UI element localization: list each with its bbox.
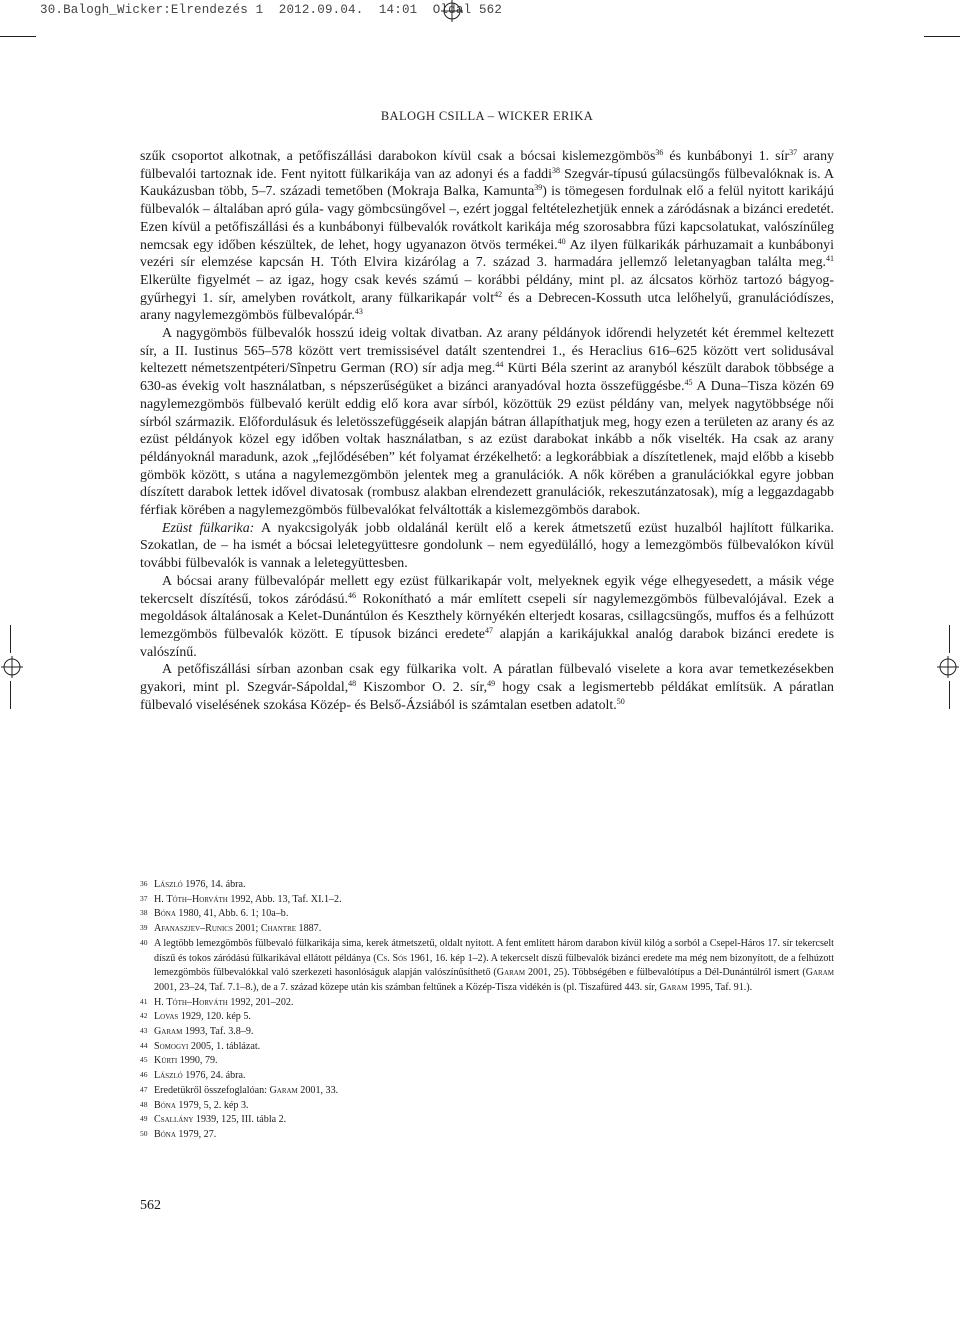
footnote-author: Garam	[269, 1084, 298, 1096]
print-slug: 30.Balogh_Wicker:Elrendezés 1 2012.09.04. 14:01 Oldal 562	[40, 3, 503, 17]
footnote-author: Garam	[659, 981, 688, 993]
footnote-ref: 40	[557, 236, 566, 246]
footnote-text: 1993, Taf. 3.8–9.	[182, 1026, 254, 1038]
footnote	[140, 937, 834, 996]
footnotes	[140, 878, 834, 1143]
footnote-author: Csallány	[154, 1114, 194, 1126]
footnote-author: László	[154, 1070, 183, 1082]
paragraph-2	[140, 325, 834, 520]
text-run: Szegvár-típusú gúlacsüngős fülbevalóknak is. A Kaukázusban több, 5–7. századi temetőben (Mokraja Balka, Kamunta	[140, 166, 835, 200]
footnote-text: 1976, 14. ábra.	[182, 879, 246, 890]
text-run: A bócsai arany fülbevalópár mellett egy ezüst fülkarikapár volt, melyeknek egyik vége elhegyesedett, a másik vége tekercselt díszítésű, tokos záródású.	[140, 573, 834, 607]
footnote-text: Eredetükről összefoglalóan:	[154, 1084, 270, 1096]
footnote-author: Afanaszjev–Runics	[154, 923, 233, 935]
footnote-author: Garam	[805, 967, 834, 979]
running-head: BALOGH CSILLA – WICKER ERIKA	[380, 109, 594, 123]
right-registration-mark-icon	[937, 656, 959, 678]
footnote-author: Tóth–Horváth	[166, 996, 228, 1008]
footnote-text: 1939, 125, III. tábla 2.	[193, 1114, 287, 1126]
footnote-number: 50	[140, 1128, 148, 1138]
footnote-text: 1979, 5, 2. kép 3.	[175, 1099, 249, 1111]
text-run: és kunbábonyi 1. sír	[663, 149, 790, 164]
crop-mark	[949, 625, 950, 653]
footnote-author: Lovas	[154, 1011, 179, 1023]
footnote-ref: 44	[495, 360, 504, 370]
footnote-author: Garam	[154, 1026, 183, 1038]
footnote-number: 39	[140, 923, 148, 933]
footnote-ref: 50	[616, 696, 625, 706]
left-registration-mark-icon	[1, 656, 23, 678]
footnote	[140, 1010, 834, 1025]
crop-mark	[10, 681, 11, 709]
footnote-text: 2001, 33.	[297, 1084, 339, 1096]
footnote-text: H.	[154, 996, 167, 1008]
footnote-number: 47	[140, 1084, 148, 1094]
section-lead: Ezüst fülkarika:	[162, 520, 255, 536]
footnote-number: 42	[140, 1011, 148, 1021]
footnote	[140, 922, 834, 937]
footnote	[140, 907, 834, 922]
footnote	[140, 1025, 834, 1040]
footnote-text: 1980, 41, Abb. 6. 1; 10a–b.	[175, 908, 289, 920]
text-run: A nyakcsigolyák jobb oldalánál került elő a kerek átmetszetű ezüst huzalból hajlított fülkarika. Szokatlan, de – ha ismét a bócsai leletegyüttesre gondolunk – nem egyedülálló, hogy a lemezgömbös fülbevalókon kívül további fülbevalók is vannak a leletegyüttesben.	[140, 520, 834, 572]
footnote-number: 45	[140, 1055, 148, 1065]
footnote-number: 41	[140, 996, 148, 1006]
paragraph-5	[140, 661, 834, 714]
body-text	[140, 148, 834, 715]
text-run: A Duna–Tisza közén 69 nagylemezgömbös fülbevaló került eddig elő kora avar sírból, közöttük 29 ezüst példány van, melyek nagytöbbsége női sírból származik. Előfordulásuk és leletösszefüggéseik alapján bátran állapíthatjuk meg, hogy ezen a területen az arany és az ezüst példányok közel egy időben voltak használatban, s az ezüst darabokat inkább a nők viselték. Ha csak az arany példányoknál maradunk, azok „fejlődésében” két folyamat érzékelhető: a legkorábbiak a díszítetlenek, majd előbb a kisebb gömbök között, s utána a nagylemezgömbön jelentek meg a granulációk. A nők körében a granulációkkal egyre jobban díszített darabok lettek idővel divatosak (rombusz alakban elrendezett granulációk, rekeszutánzatosak), míg a leggazdagabb férfiak körében a nagylemezgömbös fülbevalókat felváltották a kislemezgömbös darabok.	[140, 379, 834, 519]
footnote-text: 1992, Abb. 13, Taf. XI.1–2.	[227, 893, 342, 905]
text-run: Az ilyen fülkarikák párhuzamait a kunbábonyi vezéri sír elemzése kapcsán H. Tóth Elvira kizárólag a 7. század 3. harmadára jellemző leletanyagban találta meg.	[140, 237, 834, 271]
footnote-author: Somogyi	[154, 1040, 189, 1052]
crop-mark	[0, 36, 36, 37]
footnote-ref: 42	[494, 289, 503, 299]
footnote-text: 1990, 79.	[177, 1055, 218, 1067]
footnote-number: 43	[140, 1026, 148, 1036]
footnote-number: 40	[140, 937, 148, 947]
footnote-author: László	[154, 879, 183, 890]
footnote-author: Garam	[496, 967, 526, 979]
footnote-author: Tóth–Horváth	[166, 893, 228, 905]
footnote-author: Bóna	[154, 1128, 176, 1140]
footnote-text: 1992, 201–202.	[227, 996, 294, 1008]
footnote-text: 1979, 27.	[175, 1128, 217, 1140]
text-run: Kürti Béla szerint az aranyból készült darabok többsége a 630-as évekig volt használatban, s népszerűségüket a bizánci aranyadóval hozta összefüggésbe.	[140, 361, 834, 395]
paragraph-3	[140, 520, 834, 573]
footnote-number: 48	[140, 1099, 148, 1109]
footnote-number: 37	[140, 893, 148, 903]
footnote-text: 2001, 23–24, Taf. 7.1–8.), de a 7. század közepe után kis számban feltűnek a Közép-Tisza vidékén is (pl. Tiszafüred 443. sír,	[154, 981, 660, 993]
footnote-author: Bóna	[154, 908, 176, 920]
paragraph-4	[140, 573, 834, 662]
footnote	[140, 1113, 834, 1128]
footnote-author: Bóna	[154, 1099, 176, 1111]
footnote-number: 49	[140, 1114, 148, 1124]
footnote	[140, 1040, 834, 1055]
text-run: hogy csak a legismertebb példákat említsük. A páratlan fülbevaló viselésének szokása Közép- és Belső-Ázsiából is számtalan esetben adatolt.	[140, 680, 834, 713]
footnote-text: A legtöbb lemezgömbös fülbevaló fülkarikája sima, kerek átmetszetű, oldalt nyitott. A fent említett három darabon kívül kilóg a sorból a Csepel-Háros 17. sír tekercselt díszű és tokos záródású fülkarikával ellátott példánya (	[154, 937, 834, 964]
text-run: alapján a karikájukkal analóg darabok bizánci eredete is valószínű.	[140, 626, 834, 660]
footnote-number: 46	[140, 1070, 148, 1080]
text-run: ) is tömegesen fordulnak elő a felül nyitott karikájú fülbevalók – általában apró gúla- vagy gömbcsüngővel –, ezért joggal feltételezhetjük ennek a záródásnak a bizánci eredetét. Ezen kívül a petőfiszállási és a kunbábonyi fülbevalók rovátkolt karikája még szorosabbra fűzi kapcsolatukat, valószínűleg nemcsak egy időben készültek, de lehet, hogy ugyanazon ötvös termékei.	[140, 184, 835, 253]
top-registration-mark-icon	[441, 0, 463, 22]
page-number: 562	[140, 1198, 161, 1213]
footnote-ref: 46	[347, 590, 356, 600]
footnote-text: 1995, Taf. 91.).	[687, 981, 753, 993]
footnote	[140, 878, 834, 893]
footnote-ref: 36	[655, 148, 664, 157]
footnote-text: H.	[154, 893, 167, 905]
footnote-number: 36	[140, 879, 148, 888]
text-run: A nagygömbös fülbevalók hosszú ideig voltak divatban. Az arany példányok időrendi helyzetét két éremmel keltezett sír, a II. Iustinus 565–578 között vert tremissisével datált szentendrei 1., és Heraclius 616–625 között vert solidusával keltezett németszentpéteri/Sînpetru German (RO) sír adja meg.	[140, 326, 834, 377]
footnote-text: 1961, 16. kép 1–2). A tekercselt díszű fülbevalók bizánci eredete ma még nem bizonyított, de a felhúzott lemezgömbös fülbevalókkal való szerkezeti hasonlóságuk alapján valószínűsíthető (	[154, 952, 834, 979]
footnote-number: 38	[140, 908, 148, 918]
footnote-ref: 47	[484, 625, 493, 635]
footnote	[140, 1069, 834, 1084]
text-run: Elkerülte figyelmét – az igaz, hogy csak kevés számú – korábbi példány, mint pl. az álcsatos körhöz tartozó bágyog-gyűrhegyi 1. sír, amelyben rovátkolt, arany fülkarikapár volt	[140, 272, 834, 306]
footnote	[140, 1128, 834, 1143]
footnote-text: 2005, 1. táblázat.	[188, 1040, 261, 1052]
footnote	[140, 893, 834, 908]
footnote-text: 1887.	[296, 923, 322, 935]
footnote-number: 44	[140, 1040, 148, 1050]
footnote-ref: 49	[487, 679, 496, 689]
footnote	[140, 1099, 834, 1114]
footnote-text: 1976, 24. ábra.	[182, 1070, 246, 1082]
footnote-text: 2001, 25). Többségében e fülbevalótípus a Dél-Dunántúlról ismert (	[525, 967, 806, 979]
footnote	[140, 1054, 834, 1069]
text-run: Kiszombor O. 2. sír,	[356, 680, 488, 696]
crop-mark	[10, 625, 11, 653]
footnote-ref: 38	[551, 165, 560, 175]
text-run: szűk csoportot alkotnak, a petőfiszállási darabokon kívül csak a bócsai kislemezgömbös	[140, 149, 656, 164]
footnote-text: 1929, 120. kép 5.	[178, 1011, 251, 1023]
footnote	[140, 1084, 834, 1099]
text-run: arany fülbevalói tartoznak ide. Fent nyitott fülkarikája van az adonyi és a faddi	[140, 149, 834, 182]
footnote-text: 2001;	[232, 923, 261, 935]
footnote-ref: 41	[826, 254, 834, 264]
footnote-ref: 37	[789, 148, 798, 157]
text-run: A petőfiszállási sírban azonban csak egy fülkarika volt. A páratlan fülbevaló viselete a kora avar temetkezésekben gyakori, mint pl. Szegvár-Sápoldal,	[140, 662, 834, 696]
crop-mark	[949, 681, 950, 709]
footnote-author: Kürti	[154, 1055, 178, 1067]
footnote-ref: 39	[534, 183, 543, 193]
crop-mark	[924, 36, 960, 37]
footnote-ref: 45	[684, 378, 693, 388]
text-run: és a Debrecen-Kossuth utca lelőhelyű, granulációdíszes, arany nagylemezgömbös fülbevalópár.	[140, 290, 834, 324]
footnote-ref: 48	[348, 679, 357, 689]
footnote-author: Cs. Sós	[376, 952, 408, 964]
text-run: Rokonítható a már említett csepeli sír nagylemezgömbös fülbevalójával. Ezek a megoldások általánosak a Kelet-Dunántúlon és Keszthely környékén elterjedt kosaras, csillagcsüngős, muffos és a felhúzott lemezgömbös fülbevalók között. E típusok bizánci eredete	[140, 591, 834, 642]
footnote-ref: 43	[354, 307, 363, 317]
footnote	[140, 996, 834, 1011]
paragraph-1	[140, 148, 834, 325]
footnote-author: Chantre	[260, 923, 297, 935]
